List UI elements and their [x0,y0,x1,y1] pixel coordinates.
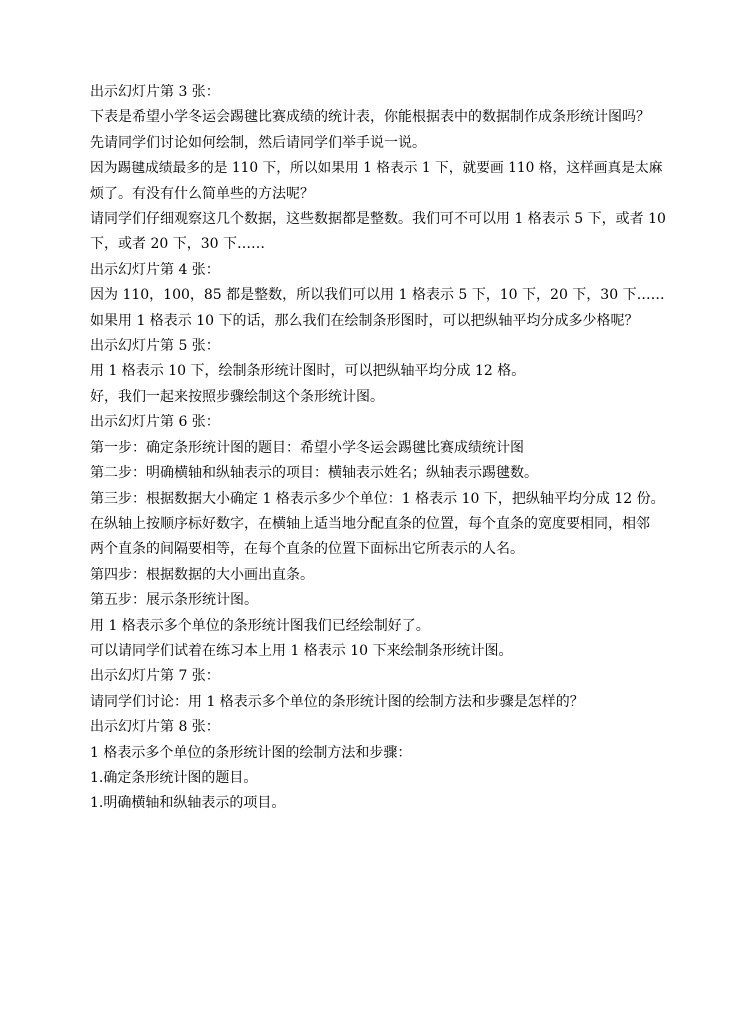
step-line: 第一步：确定条形统计图的题目：希望小学冬运会踢毽比赛成绩统计图 [90,439,524,456]
paragraph-line: 在纵轴上按顺序标好数字，在横轴上适当地分配直条的位置，每个直条的宽度要相同，相邻 [90,515,650,532]
slide-heading: 出示幻灯片第 8 张： [90,719,220,736]
slide-heading: 出示幻灯片第 5 张： [90,338,220,355]
paragraph-line: 好，我们一起来按照步骤绘制这个条形统计图。 [90,388,384,405]
paragraph-line: 请同学们仔细观察这几个数据，这些数据都是整数。我们可不可以用 1 格表示 5 下，或者 10 [90,211,666,228]
paragraph-line: 因为 110，100，85 都是整数，所以我们可以用 1 格表示 5 下，10 下，20 下，30 下…… [90,287,665,304]
step-line: 第三步：根据数据大小确定 1 格表示多少个单位：1 格表示 10 下，把纵轴平均分成 12 份。 [90,490,665,507]
slide-heading: 出示幻灯片第 7 张： [90,668,220,685]
step-line: 第四步：根据数据的大小画出直条。 [90,566,314,583]
slide-heading: 出示幻灯片第 4 张： [90,261,220,278]
paragraph-line: 先请同学们讨论如何绘制，然后请同学们举手说一说。 [90,134,426,151]
paragraph-line: 用 1 格表示多个单位的条形统计图我们已经绘制好了。 [90,617,430,634]
paragraph-line: 可以请同学们试着在练习本上用 1 格表示 10 下来绘制条形统计图。 [90,642,513,659]
step-line: 第二步：明确横轴和纵轴表示的项目：横轴表示姓名；纵轴表示踢毽数。 [90,465,538,482]
paragraph-line: 用 1 格表示 10 下，绘制条形统计图时，可以把纵轴平均分成 12 格。 [90,363,526,380]
step-line: 第五步：展示条形统计图。 [90,592,258,609]
list-item: 1.确定条形统计图的题目。 [90,769,258,786]
slide-heading: 出示幻灯片第 6 张： [90,414,220,431]
paragraph-line: 两个直条的间隔要相等，在每个直条的位置下面标出它所表示的人名。 [90,541,524,558]
paragraph-line: 如果用 1 格表示 10 下的话，那么我们在绘制条形图时，可以把纵轴平均分成多少格呢？ [90,312,639,329]
paragraph-line: 下表是希望小学冬运会踢毽比赛成绩的统计表，你能根据表中的数据制作成条形统计图吗？ [90,109,650,126]
list-item: 1.明确横轴和纵轴表示的项目。 [90,795,286,812]
paragraph-line: 请同学们讨论：用 1 格表示多个单位的条形统计图的绘制方法和步骤是怎样的？ [90,693,584,710]
paragraph-line: 下，或者 20 下，30 下…… [90,236,265,253]
slide-heading: 出示幻灯片第 3 张： [90,84,220,100]
paragraph-line: 因为踢毽成绩最多的是 110 下，所以如果用 1 格表示 1 下，就要画 110 格，这样画真是太麻 [90,160,663,177]
paragraph-line: 烦了。有没有什么简单些的方法呢？ [90,185,314,202]
document-body [90,80,670,817]
paragraph-line: 1 格表示多个单位的条形统计图的绘制方法和步骤： [90,744,412,761]
